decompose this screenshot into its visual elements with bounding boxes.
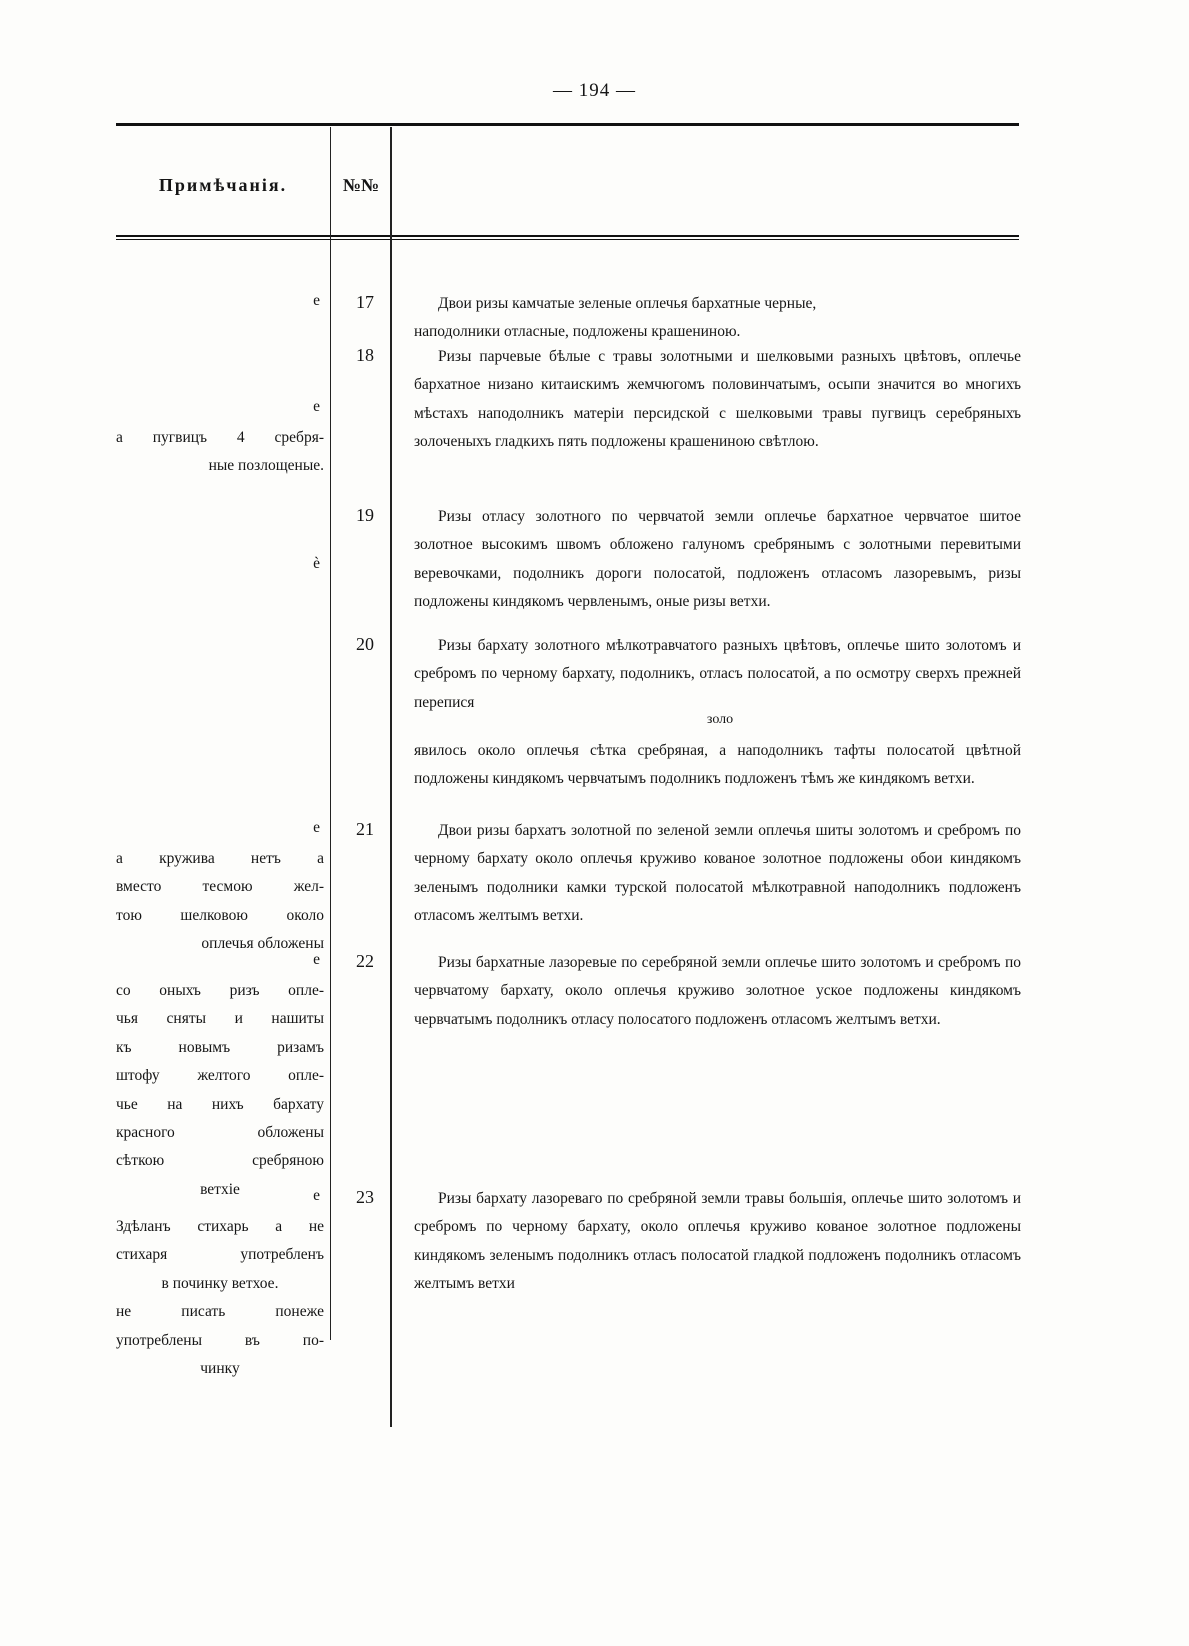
- top-rule: [116, 123, 1019, 126]
- entry-number: 20: [356, 634, 374, 654]
- note-line: сѣткою сребряною: [116, 1152, 324, 1170]
- notes-column-rule: [330, 127, 331, 1340]
- header-bottom-rule: [116, 235, 1019, 237]
- note-line: чье на нихъ бархату: [116, 1095, 324, 1113]
- note-entry-21: [116, 845, 324, 959]
- note-line: употреблены въ по-: [116, 1331, 324, 1349]
- note-line: чинку: [200, 1360, 240, 1378]
- entry-text: Ризы парчевые бѣлые с травы золотными и шелковыми разныхъ цвѣтовъ, оплечье бархатное низано китаискимъ жемчюгомъ половинчатымъ, осыпи значится во многихъ мѣстахъ наподолникъ матеріи персидской с шелковыми травы пугвицъ серебряныхъ золоченыхъ гладкихъ пять подложены крашениною свѣтлою.: [414, 348, 1021, 451]
- entry-text: Ризы отласу золотного по червчатой земли оплечье бархатное червчатое шитое золотное высокимъ швомъ обложено галуномъ сребрянымъ с золотными перевитыми веревочками, подолникъ дороги полосатой, подложенъ отласомъ лазоревымъ, ризы подложены киндякомъ червленымъ, оные ризы ветхи.: [414, 508, 1021, 611]
- notes-column-header: Примѣчанія.: [158, 175, 288, 195]
- note-line: оплечья обложены: [201, 935, 324, 953]
- note-mark: е: [313, 819, 320, 836]
- entry-number: 22: [356, 951, 374, 971]
- page-number: — 194 —: [553, 80, 636, 101]
- entry-number: 23: [356, 1187, 374, 1207]
- note-line: не писать понеже: [116, 1303, 324, 1321]
- entry-number: 18: [356, 345, 374, 365]
- note-mark: е: [313, 951, 320, 968]
- note-line: чья сняты и нашиты: [116, 1010, 324, 1028]
- note-mark: е: [313, 292, 320, 309]
- entry-number: 21: [356, 819, 374, 839]
- note-entry-22: [116, 977, 324, 1204]
- note-line: штофу желтого опле-: [116, 1067, 324, 1085]
- entry-text: Ризы бархату золотного мѣлкотравчатого разныхъ цвѣтовъ, оплечье шито золотомъ и сребромъ по черному бархату, подолникъ, отласъ полосатой, а по осмотру сверхъ прежней перепися: [414, 637, 1021, 711]
- note-line: в починку ветхое.: [161, 1274, 279, 1292]
- note-line: къ новымъ ризамъ: [116, 1038, 324, 1056]
- note-line: красного обложены: [116, 1124, 324, 1142]
- note-line: ные позлощеные.: [208, 457, 324, 475]
- entry-text-continuation: явилось около оплечья сѣтка сребряная, а наподолникъ тафты полосатой цвѣтной подложены киндякомъ червчатымъ подолникъ подложенъ тѣмъ же киндякомъ ветхи.: [414, 742, 1021, 788]
- note-line: вместо тесмою жел-: [116, 878, 324, 896]
- entry-number: 19: [356, 505, 374, 525]
- number-column-header: №№: [342, 175, 380, 195]
- note-line: а кружива нетъ а: [116, 850, 324, 867]
- note-line: стихаря употребленъ: [116, 1246, 324, 1264]
- entry-text: Ризы бархату лазореваго по сребряной земли травы большія, оплечье шито золотомъ и сребромъ по черному бархату, около оплечья круживо кованое золотное подложены киндякомъ зеленымъ подолникъ отласъ полосатой гладкой подложенъ подолникъ отласомъ желтымъ ветхи: [414, 1190, 1021, 1293]
- note-mark: ѐ: [313, 555, 320, 572]
- interlinear-insertion: золо: [706, 712, 734, 727]
- note-line: а пугвицъ 4 сребря-: [116, 429, 324, 446]
- entry-number: 17: [356, 292, 374, 312]
- note-line: Здѣланъ стихарь а не: [116, 1218, 324, 1235]
- number-column-rule: [390, 127, 392, 1427]
- note-entry-18: [116, 424, 324, 481]
- entry-text: Ризы бархатные лазоревые по серебряной земли оплечье шито золотомъ и сребромъ по червчатому бархату, около оплечья круживо золотное уское подложены киндякомъ червчатымъ подолникъ отласу полосатого подложенъ отласомъ желтымъ ветхи.: [414, 954, 1021, 1028]
- note-line: со оныхъ ризъ опле-: [116, 982, 324, 999]
- note-line: ветхіе: [200, 1180, 240, 1198]
- note-line: тою шелковою около: [116, 906, 324, 924]
- entry-text: Двои ризы камчатые зеленые оплечья бархатные черные, наподолники отласные, подложены крашениною.: [414, 295, 817, 341]
- note-mark: е: [313, 398, 320, 415]
- note-entry-23: [116, 1213, 324, 1383]
- header-bottom-rule-thin: [116, 239, 1019, 240]
- note-mark: е: [313, 1187, 320, 1204]
- entry-text: Двои ризы бархатъ золотной по зеленой земли оплечья шиты золотомъ и сребромъ по черному бархату около оплечья круживо кованое золотное подложены обои киндякомъ зеленымъ подолники камки турской полосатой мѣлкотравной наподолникъ подложенъ отласомъ желтымъ ветхи.: [414, 822, 1021, 925]
